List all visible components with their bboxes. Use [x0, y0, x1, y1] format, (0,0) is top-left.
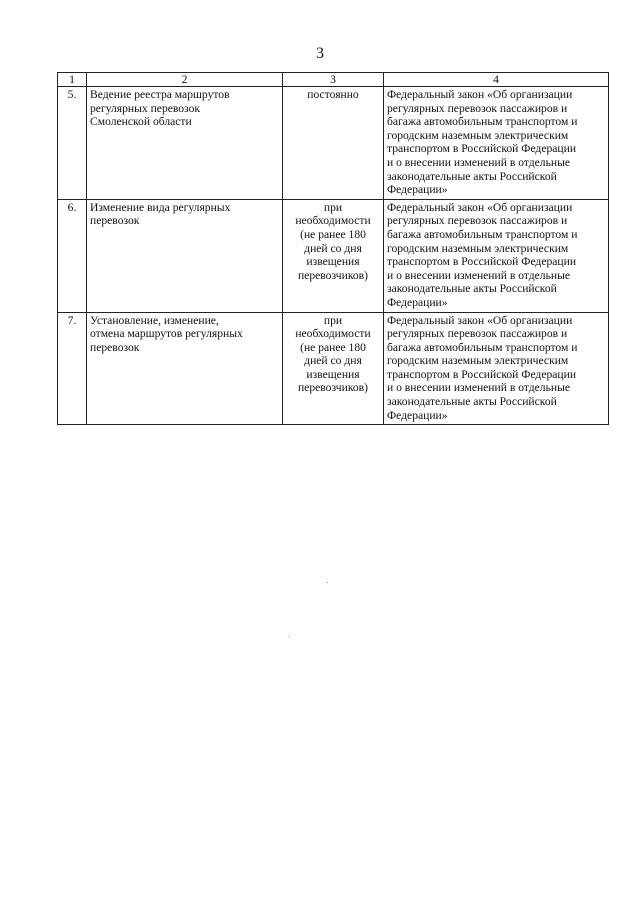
activity-term-line: (не ранее 180: [300, 227, 366, 241]
legal-basis-line: транспортом в Российской Федерации: [387, 367, 577, 381]
legal-basis-line: законодательные акты Российской: [387, 395, 557, 409]
legal-basis: [384, 87, 609, 200]
legal-basis-line: Федерации»: [387, 183, 448, 197]
legal-basis-line: Федеральный закон «Об организации: [387, 88, 573, 101]
legal-basis-line: багажа автомобильным транспортом и: [387, 227, 578, 241]
legal-basis: [384, 312, 609, 425]
legal-basis-line: Федерации»: [387, 295, 448, 309]
scan-speck: [289, 636, 290, 637]
table-row: [58, 199, 609, 312]
column-header-1: 1: [58, 73, 87, 87]
activity-name-line: перевозок: [90, 340, 140, 354]
scan-speck: [327, 582, 328, 583]
table-row: [58, 312, 609, 425]
legal-basis-line: регулярных перевозок пассажиров и: [387, 214, 568, 228]
activity-term-line: дней со дня: [304, 354, 362, 368]
activity-term: [283, 199, 384, 312]
legal-basis-line: законодательные акты Российской: [387, 282, 557, 296]
column-header-2: 2: [87, 73, 283, 87]
legal-basis-line: и о внесении изменений в отдельные: [387, 268, 571, 282]
activity-term-line: дней со дня: [304, 241, 362, 255]
activity-term-line: при: [323, 313, 343, 327]
activity-term: [283, 312, 384, 425]
activity-term-line: при: [323, 200, 343, 214]
activity-name-line: отмена маршрутов регулярных: [90, 327, 243, 341]
activity-term-line: постоянно: [307, 88, 359, 101]
activity-term-line: перевозчиков): [297, 268, 369, 282]
activity-term-line: необходимости: [295, 214, 371, 228]
legal-basis-line: городским наземным электрическим: [387, 241, 569, 255]
table-row: [58, 87, 609, 200]
legal-basis-line: и о внесении изменений в отдельные: [387, 381, 571, 395]
activity-name-line: Ведение реестра маршрутов: [90, 88, 230, 101]
legal-basis-line: городским наземным электрическим: [387, 354, 569, 368]
activity-term-line: (не ранее 180: [300, 340, 366, 354]
activity-name: [87, 199, 283, 312]
activity-name: [87, 312, 283, 425]
document-table: [57, 72, 609, 425]
legal-basis-line: Федеральный закон «Об организации: [387, 313, 573, 327]
table-header-row: [58, 73, 609, 87]
column-header-3: 3: [283, 73, 384, 87]
activity-term: [283, 87, 384, 200]
legal-basis: [384, 199, 609, 312]
activity-name-line: перевозок: [90, 214, 140, 228]
row-number: 5.: [58, 87, 87, 200]
legal-basis-line: транспортом в Российской Федерации: [387, 255, 577, 269]
activity-term-line: перевозчиков): [297, 381, 369, 395]
activity-name-line: Изменение вида регулярных: [90, 200, 231, 214]
legal-basis-line: Федеральный закон «Об организации: [387, 200, 573, 214]
row-number: 6.: [58, 199, 87, 312]
activity-name-line: Установление, изменение,: [90, 313, 219, 327]
legal-basis-line: багажа автомобильным транспортом и: [387, 115, 578, 129]
legal-basis-line: городским наземным электрическим: [387, 128, 569, 142]
page-number: 3: [316, 45, 324, 62]
legal-basis-line: транспортом в Российской Федерации: [387, 142, 577, 156]
activity-name-line: Смоленской области: [90, 115, 192, 129]
legal-basis-line: регулярных перевозок пассажиров и: [387, 101, 568, 115]
legal-basis-line: и о внесении изменений в отдельные: [387, 155, 571, 169]
activity-name: [87, 87, 283, 200]
legal-basis-line: регулярных перевозок пассажиров и: [387, 327, 568, 341]
column-header-4: 4: [384, 73, 609, 87]
activity-term-line: извещения: [306, 367, 360, 381]
activity-term-line: извещения: [306, 255, 360, 269]
activity-name-line: регулярных перевозок: [90, 101, 201, 115]
legal-basis-line: Федерации»: [387, 408, 448, 422]
legal-basis-line: багажа автомобильным транспортом и: [387, 340, 578, 354]
row-number: 7.: [58, 312, 87, 425]
activity-term-line: необходимости: [295, 327, 371, 341]
legal-basis-line: законодательные акты Российской: [387, 169, 557, 183]
